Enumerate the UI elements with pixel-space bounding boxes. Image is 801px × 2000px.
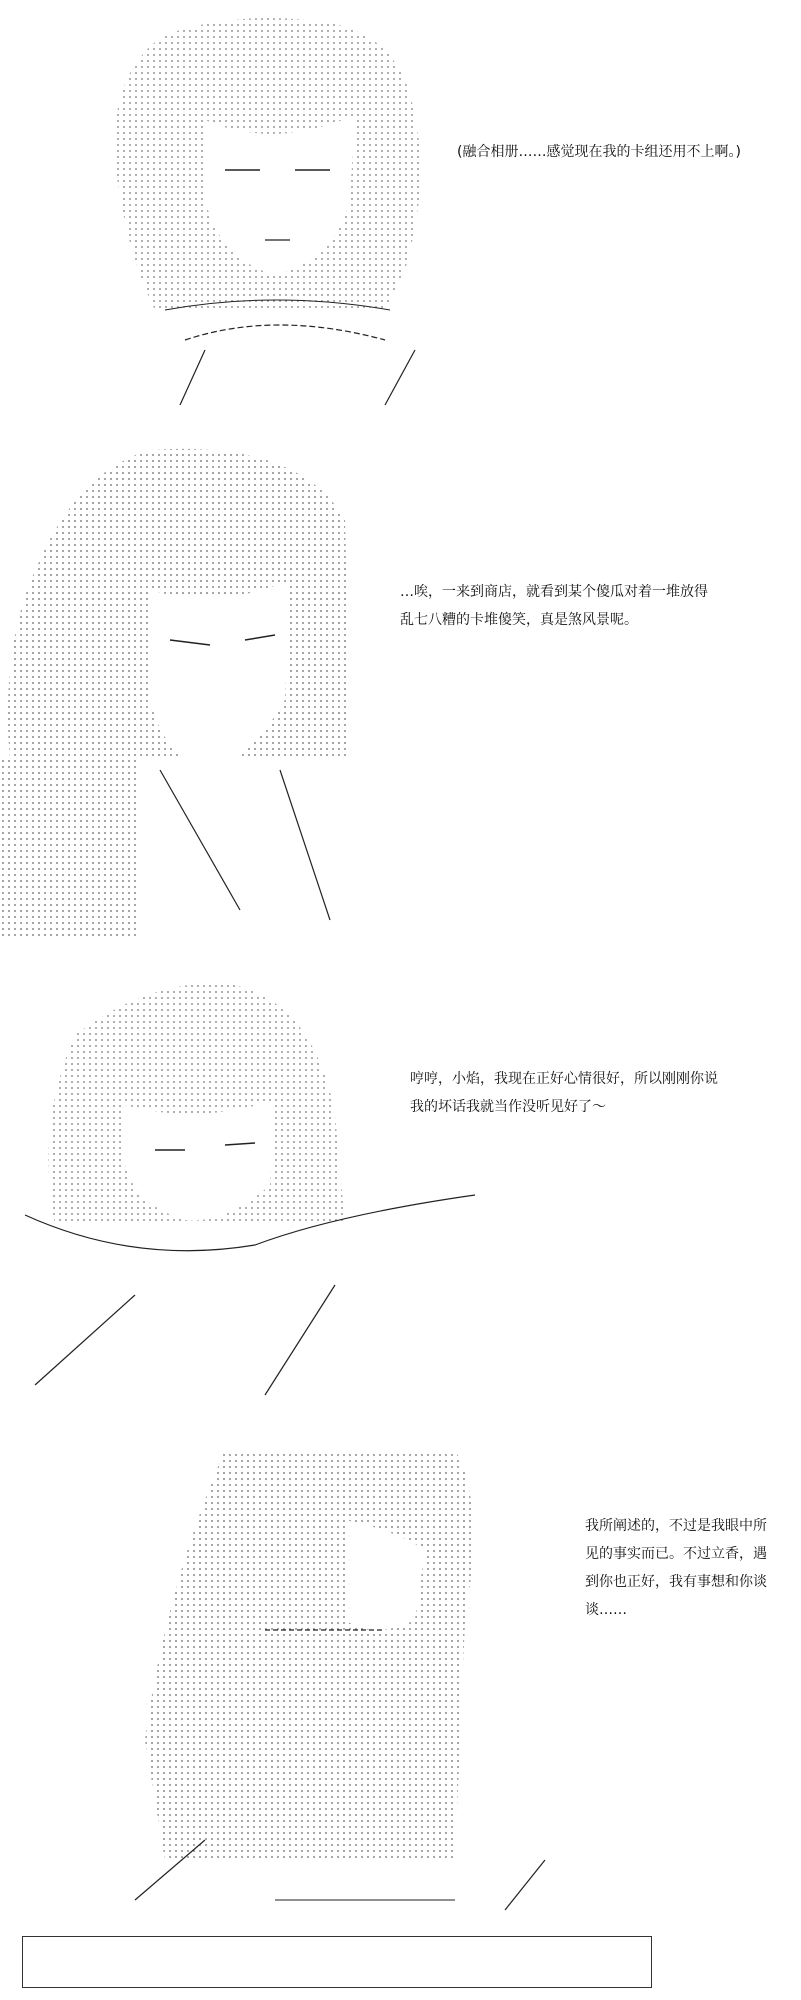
- ascii-art-character-1: [85, 10, 470, 415]
- dialogue-caption-1: (融合相册……感觉现在我的卡组还用不上啊。): [457, 144, 741, 160]
- comic-panel-3: [0, 950, 801, 1420]
- comic-panel-4: [0, 1420, 801, 1925]
- dialogue-caption-4: 我所阐述的，不过是我眼中所 见的事实而已。不过立香，遇 到你也正好，我有事想和你谈 谈……: [585, 1518, 767, 1618]
- ascii-art-character-4: [125, 1440, 575, 1920]
- comic-panel-2: [0, 430, 801, 950]
- ascii-art-character-2: [0, 440, 350, 940]
- dialogue-caption-3: 哼哼，小焰，我现在正好心情很好，所以刚刚你说 我的坏话我就当作没听见好了～: [410, 1071, 718, 1115]
- dialogue-caption-2: …唉，一来到商店，就看到某个傻瓜对着一堆放得 乱七八糟的卡堆傻笑，真是煞风景呢。: [400, 584, 708, 628]
- empty-text-box: [22, 1936, 652, 1988]
- ascii-art-character-3: [15, 965, 485, 1405]
- comic-panel-1: [0, 0, 801, 430]
